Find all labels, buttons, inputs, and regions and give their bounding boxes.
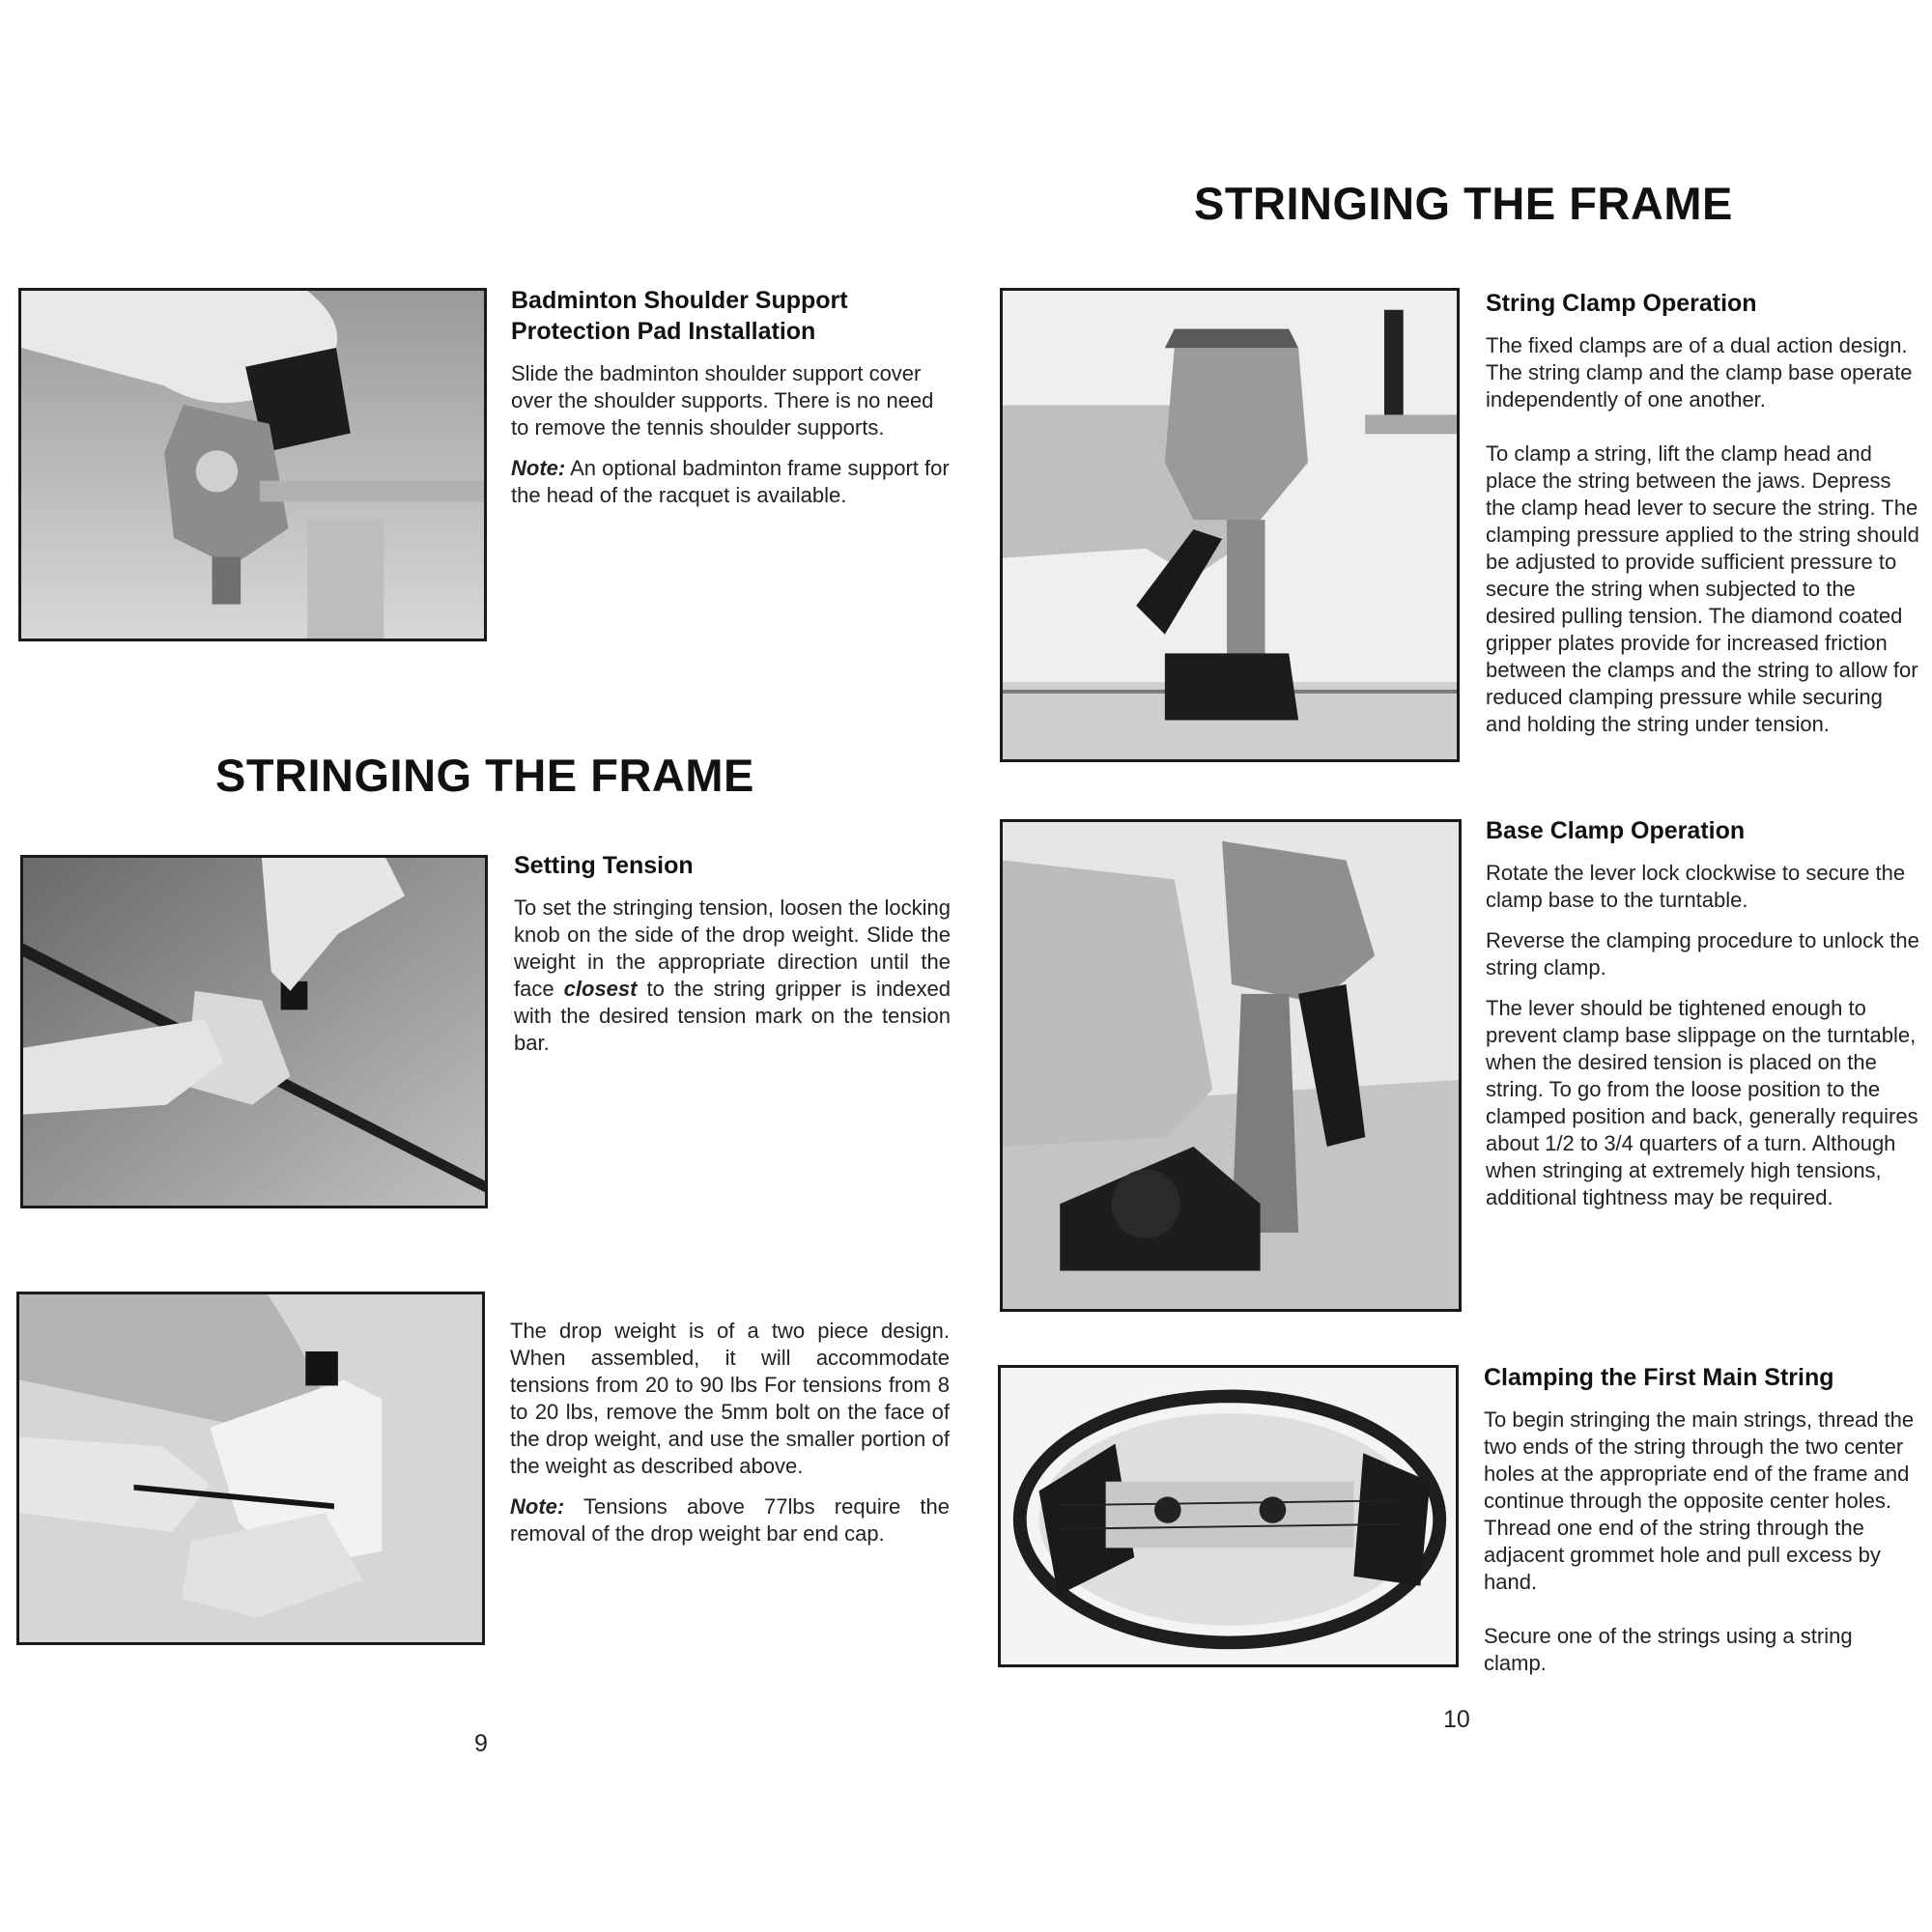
section-string-clamp — [1486, 288, 1920, 752]
section-body — [514, 895, 951, 1057]
section-setting-tension — [514, 850, 951, 1070]
section-para-1: Rotate the lever lock clockwise to secure the clamp base to the turntable. — [1486, 861, 1906, 912]
section-para-2: Secure one of the strings using a string clamp. — [1484, 1624, 1853, 1675]
body-text: To set the stringing tension, loosen the locking knob on the side of the drop weight. Slide the weight in the appropriate direction until the face — [514, 895, 951, 1001]
section-title: Base Clamp Operation — [1486, 817, 1746, 844]
note-text: An optional badminton frame support for the head of the racquet is available. — [511, 456, 950, 507]
section-drop-weight — [510, 1318, 950, 1561]
note-text: Tensions above 77lbs require the removal of the drop weight bar end cap. — [510, 1494, 950, 1546]
body-text: to the string gripper is indexed with the desired tension mark on the tension bar. — [514, 977, 951, 1055]
left-page-heading: STRINGING THE FRAME — [215, 750, 754, 801]
section-base-clamp — [1486, 815, 1920, 1225]
section-para-3: The lever should be tightened enough to prevent clamp base slippage on the turntable, when the desired tension is placed on the string. To go from the loose position to the clamped position and back, generally requires about 1/2 to 3/4 quarters of a turn. Although when stringing at extremely high tensions, additional tightness may be required. — [1486, 996, 1918, 1209]
right-page-heading: STRINGING THE FRAME — [1194, 178, 1733, 229]
photo-string-clamp — [1000, 288, 1460, 762]
note — [511, 455, 951, 509]
section-badminton-pad — [511, 285, 951, 523]
section-para-2: Reverse the clamping procedure to unlock the string clamp. — [1486, 928, 1919, 980]
section-title: Badminton Shoulder Support Protection Pad Installation — [511, 287, 848, 345]
section-para-2: To clamp a string, lift the clamp head and place the string between the jaws. Depress the clamp head lever to secure the string. The clamping pressure applied to the string should be adjusted to provide sufficient pressure to secure the string when subjected to the desired pulling tension. The diamond coated gripper plates provide for increased friction between the clamps and the string to allow for reduced clamping pressure while securing and holding the string under tension. — [1486, 441, 1919, 736]
photo-badminton-pad-installation — [18, 288, 487, 641]
page-number-left: 9 — [474, 1730, 488, 1757]
section-body: Slide the badminton shoulder support cover over the shoulder supports. There is no need to remove the tennis shoulder supports. — [511, 361, 934, 440]
section-title: Clamping the First Main String — [1484, 1364, 1834, 1391]
section-para-1: The fixed clamps are of a dual action design. The string clamp and the clamp base operate independently of one another. — [1486, 333, 1913, 412]
note-label: Note: — [510, 1494, 565, 1519]
section-first-main-string — [1484, 1362, 1918, 1690]
section-para-1: To begin stringing the main strings, thread the two ends of the string through the two center holes at the appropriate end of the frame and continue through the opposite center holes. Thread one end of the string through the adjacent grommet hole and pull excess by hand. — [1484, 1407, 1915, 1594]
section-title: String Clamp Operation — [1486, 290, 1757, 317]
emphasis-text: closest — [563, 977, 638, 1001]
section-title: Setting Tension — [514, 852, 694, 879]
photo-setting-tension — [20, 855, 488, 1208]
note-label: Note: — [511, 456, 566, 480]
photo-base-clamp — [1000, 819, 1462, 1312]
photo-first-main-string — [998, 1365, 1459, 1667]
note — [510, 1493, 950, 1548]
photo-drop-weight — [16, 1292, 485, 1645]
section-body: The drop weight is of a two piece design. When assembled, it will accommodate tensions from 20 to 90 lbs For tensions from 8 to 20 lbs, remove the 5mm bolt on the face of the drop weight, and use the smaller portion of the weight as described above. — [510, 1319, 950, 1478]
page-number-right: 10 — [1443, 1706, 1470, 1733]
